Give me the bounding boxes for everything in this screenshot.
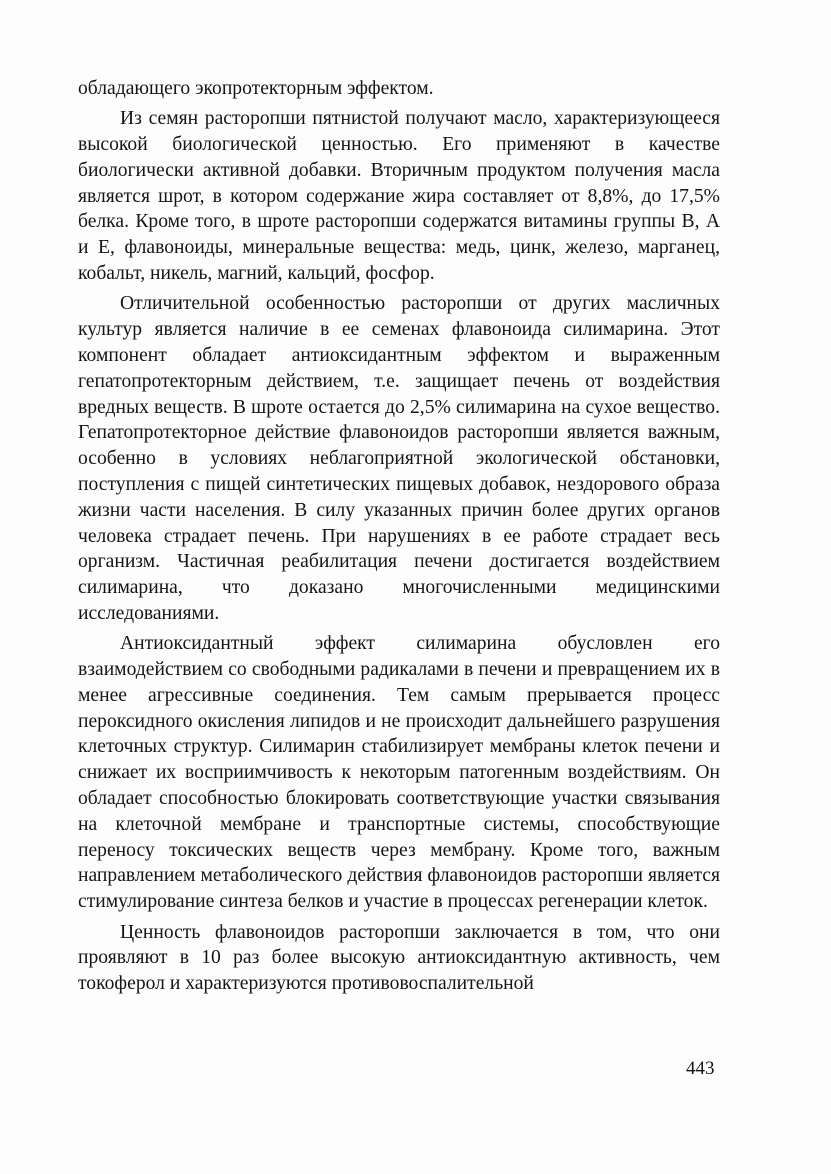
body-text bbox=[78, 76, 720, 1001]
paragraph-oil-and-meal: Из семян расторопши пятнистой получают масло, характеризующееся высокой биологической ценностью. Его применяют в качестве биологически активной добавки. Вторичным продуктом получения масла является шрот, в котором содержание жира составляет от 8,8%, до 17,5% белка. Кроме того, в шроте расторопши содержатся витамины группы В, А и Е, флавоноиды, минеральные вещества: медь, цинк, железо, марганец, кобальт, никель, магний, кальций, фосфор. bbox=[78, 108, 720, 285]
paragraph-continued: обладающего экопротекторным эффектом. bbox=[78, 78, 434, 99]
paragraph-silymarin: Отличительной особенностью расторопши от других масличных культур является наличие в ее семенах флавоноида силимарина. Этот компонент обладает антиоксидантным эффектом и выраженным гепатопротекторным действием, т.е. защищает печень от воздействия вредных веществ. В шроте остается до 2,5% силимарина на сухое вещество. Гепатопротекторное действие флавоноидов расторопши является важным, особенно в условиях неблагоприятной экологической обстановки, поступления с пищей синтетических пищевых добавок, нездорового образа жизни части населения. В силу указанных причин более других органов человека страдает печень. При нарушениях в ее работе страдает весь организм. Частичная реабилитация печени достигается воздействием силимарина, что доказано многочисленными медицинскими исследованиями. bbox=[78, 293, 720, 624]
page-number: 443 bbox=[686, 1058, 715, 1079]
paragraph-flavonoid-value: Ценность флавоноидов расторопши заключается в том, что они проявляют в 10 раз более высокую антиоксидантную активность, чем токоферол и характеризуются противовоспалительной bbox=[78, 921, 720, 995]
paragraph-antioxidant-effect: Антиоксидантный эффект силимарина обусловлен его взаимодействием со свободными радикалами в печени и превращением их в менее агрессивные соединения. Тем самым прерывается процесс пероксидного окисления липидов и не происходит дальнейшего разрушения клеточных структур. Силимарин стабилизирует мембраны клеток печени и снижает их восприимчивость к некоторым патогенным воздействиям. Он обладает способностью блокировать соответствующие участки связывания на клеточной мембране и транспортные системы, способствующие переносу токсических веществ через мембрану. Кроме того, важным направлением метаболического действия флавоноидов расторопши является стимулирование синтеза белков и участие в процессах регенерации клеток. bbox=[78, 633, 720, 913]
